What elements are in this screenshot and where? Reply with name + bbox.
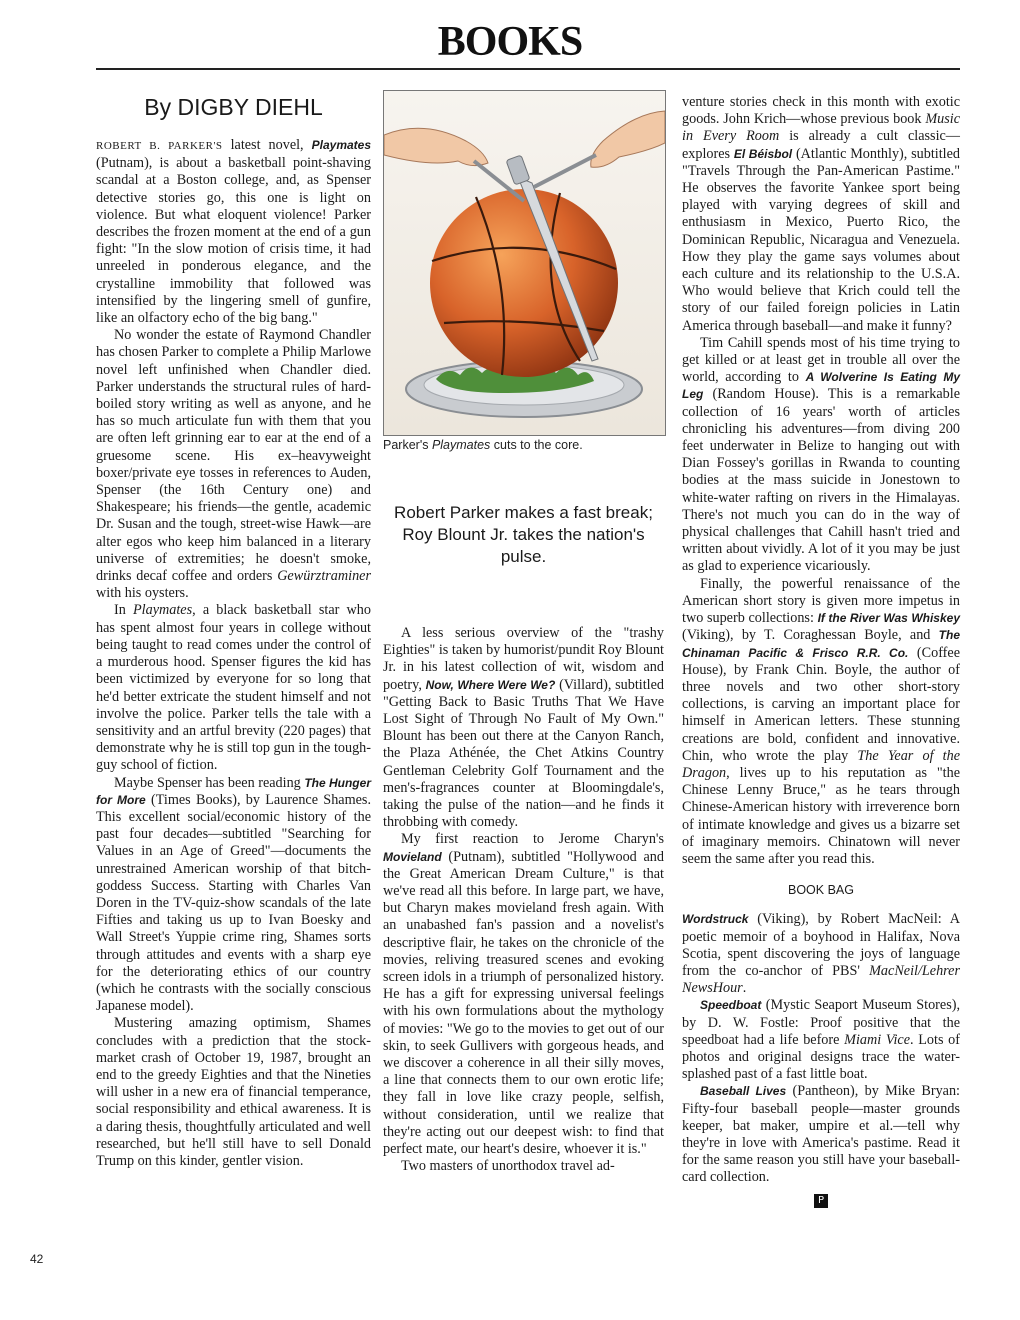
- paragraph: Finally, the powerful renaissance of the American short story is given more impetus in two superb collections: If the River Was Whiskey (Viking), by T. Coraghessan Boyle, and The Chinaman Pacific & Frisco R.R. Co. (Coffee House), by Frank Chin. Boyle, the author of three novels and two other short-story collections, is carving an important place for himself in American letters. These stunning creations are bold, confident and innovative. Chin, who wrote the play The Year of the Dragon, lives up to his reputation as "the Chinese Lenny Bruce," as he tears through Chinese-American history with irreverence born of intimate knowledge and gives us a bizarre set of imaginary memoirs. Chinatown will never seem the same after you read this.: [682, 575, 961, 867]
- book-title: Baseball Lives: [700, 1084, 787, 1099]
- book-title: Wordstruck: [682, 912, 749, 927]
- page-number: 42: [30, 1252, 44, 1266]
- book-bag-item: Wordstruck (Viking), by Robert MacNeil: A poetic memoir of a boyhood in Halifax, Nova Scotia, spent discovering the joys of language from the co-anchor of PBS' MacNeil/Lehrer NewsHour.: [682, 911, 960, 997]
- playboy-end-mark-icon: P: [814, 1194, 828, 1208]
- book-title: Speedboat: [700, 998, 762, 1013]
- lead-in-smallcaps: ROBERT B. PARKER'S: [96, 140, 223, 152]
- paragraph: No wonder the estate of Raymond Chandler has chosen Parker to complete a Philip Marlowe novel left unfinished when Chandler died. Parker understands the structural rules of hard-boiled story writing as well as anyone, and he has so much articulate fun with them that you are often left grinning ear to ear at the end of a gruesome scene. His ex–heavyweight boxer/private eye tosses in references to Auden, Spenser (the 16th Century one) and Shakespeare; his friends—the gentle, academic Dr. Susan and the tough, street-wise Hawk—are alter egos who keep him balanced in a literary universe of extremities; he doesn't smoke, drinks decaf coffee and orders Gewürztraminer with his oysters.: [96, 327, 371, 602]
- book-bag-item: Baseball Lives (Pantheon), by Mike Bryan: Fifty-four baseball people—master grounds keeper, bat maker, umpire et al.—tell why they're in love with America's pastime. Read it for the same reason you still have your baseball-card collection.: [682, 1083, 960, 1186]
- paragraph: In Playmates, a black basketball star who has spent almost four years in college without being taught to read comes under the control of a murderous hood. Spenser figures the kid has been victimized by everyone for so long that he'd better extricate the student himself and not involve the police. Parker tells the tale with a sensitivity and an artful brevity (220 pages) that demonstrate why he is still top gun in the tough-guy school of fiction.: [96, 602, 371, 774]
- section-title: BOOKS: [437, 19, 583, 65]
- column-2: [383, 625, 664, 1176]
- book-title: Playmates: [311, 138, 372, 152]
- basketball-illustration: [383, 90, 666, 436]
- paragraph: A less serious overview of the "trashy Eighties" is taken by humorist/pundit Roy Blount Jr. in his latest collection of wit, wisdom and poetry, Now, Where Were We? (Villard), subtitled "Getting Back to Basic Truths That We Have Lost Sight of Through No Fault of My Own." Blount has been out there at the Canyon Ranch, the Plaza Athénée, the Chet Atkins Country Gentleman Celebrity Golf Tournament and the men's-fragrances counter at Bloomingdale's, taking the pulse of the nation—and he finds it throbbing with comedy.: [383, 625, 664, 831]
- paragraph: ROBERT B. PARKER'S latest novel, Playmates (Putnam), is about a basketball point-shaving scandal at a Boston college, and, as Spenser detective stories go, this one is light on violence. But what eloquent violence! Parker describes the frozen moment at the end of a gun fight: "In the slow motion of crisis time, it had unreeled in ponderous elegance, and the crystalline immobility that followed was intensified by the lingering smell of gunfire, like an olfactory echo of the big bang.": [96, 137, 372, 327]
- book-title: The Chinaman Pacific & Frisco R.R. Co.: [682, 628, 960, 660]
- column-3: [682, 94, 960, 1210]
- book-title: A Wolverine Is Eating My Leg: [682, 370, 960, 402]
- byline: By DIGBY DIEHL: [144, 94, 323, 120]
- paragraph: Two masters of unorthodox travel ad-: [401, 1158, 615, 1175]
- end-mark: [682, 1193, 960, 1210]
- paragraph: Tim Cahill spends most of his time trying to get killed or at least get in trouble all over the world, according to A Wolverine Is Eating My Leg (Random House). This is a remarkable collection of 16 years' worth of articles chronicling his adventures—from diving 200 feet underwater in Belize to hanging out with Dian Fossey's gorillas in Rwanda to counting bodies at the mass suicide in Jonestown to white-water rafting on rivers in the Himalayas. There's not much you can do in the way of physical challenges that Cahill hasn't tried and written about vividly. A lot of it you may be just as glad to experience vicariously.: [682, 334, 960, 575]
- pull-quote: Robert Parker makes a fast break; Roy Blount Jr. takes the nation's pulse.: [394, 503, 653, 566]
- book-title: El Béisbol: [733, 146, 793, 161]
- paragraph: Maybe Spenser has been reading The Hunger for More (Times Books), by Laurence Shames. This excellent social/economic history of the past four decades—subtitled "Searching for Values in an Age of Greed"—documents the unrestrained American worship of that bitch-goddess Success. Starting with Charles Van Doren in the TV-quiz-show scandals of the late Fifties and taking us up to Ivan Boesky and Wall Street's Yuppie crime ring, Shames sorts through attitudes and events with a sharp eye for the deteriorating ethics of our country (which he contrasts with the socially conscious Japanese model).: [96, 774, 371, 1015]
- book-bag-heading: BOOK BAG: [788, 883, 854, 898]
- book-bag-item: Speedboat (Mystic Seaport Museum Stores), by D. W. Fostle: Proof positive that the speedboat had a life before Miami Vice. Lots of photos and original designs trace the water-splashed past of a fast little boat.: [682, 997, 960, 1083]
- paragraph: Mustering amazing optimism, Shames concludes with a prediction that the stock-market crash of October 19, 1987, brought an end to the greedy Eighties and that the Nineties will usher in a new era of financial temperance, social responsibility and ethical awareness. It is a daring thesis, thoughtfully articulated and well researched, but he'll still have to sell Donald Trump on this kinder, gentler vision.: [96, 1015, 371, 1169]
- header-rule: [96, 68, 960, 70]
- book-title: The Hunger for More: [96, 775, 371, 807]
- book-title: Now, Where Were We?: [425, 677, 556, 692]
- book-title: Movieland: [383, 849, 442, 864]
- figure-caption: Parker's Playmates cuts to the core.: [383, 438, 583, 452]
- basketball-on-plate-image: [384, 91, 665, 435]
- book-title: If the River Was Whiskey: [817, 611, 961, 626]
- paragraph: venture stories check in this month with exotic goods. John Krich—whose previous book Music in Every Room is already a cult classic—explores El Béisbol (Atlantic Monthly), subtitled "Travels Through the Pan-American Pastime." He observes the favorite Yankee sport being played with varying degrees of skill and enthusiasm in Mexico, Puerto Rico, the Dominican Republic, Nicaragua and Venezuela. How they play the game says volumes about each culture and its relationship to the U.S.A. Who would believe that Krich could tell the story of our failed foreign policies in Latin America through baseball—and make it funny?: [682, 94, 961, 334]
- paragraph: My first reaction to Jerome Charyn's Movieland (Putnam), subtitled "Hollywood and the Great American Dream Culture," is that we've read all this before. In large part, we have, but Charyn makes movieland fresh again. With an unabashed fan's passion and a novelist's descriptive flair, he takes on the chronicle of the movies, reliving treasured scenes and evoking screen idols in a triumph of personalized history. He has a gift for expressing universal feelings with his own formulations about the mythology of movies: "We go to the movies to get out of our skin, to seek Gullivers with gorgeous heads, and we discover a coherence in all their silly moves, a line that connects them to our own erotic life; they fall in love like crazy people, selfish, without consideration, until we realize that they're acting out our deepest wish: to find that perfect mate, our heart's desire, whoever it is.": [383, 831, 664, 1158]
- column-1: [96, 137, 371, 1170]
